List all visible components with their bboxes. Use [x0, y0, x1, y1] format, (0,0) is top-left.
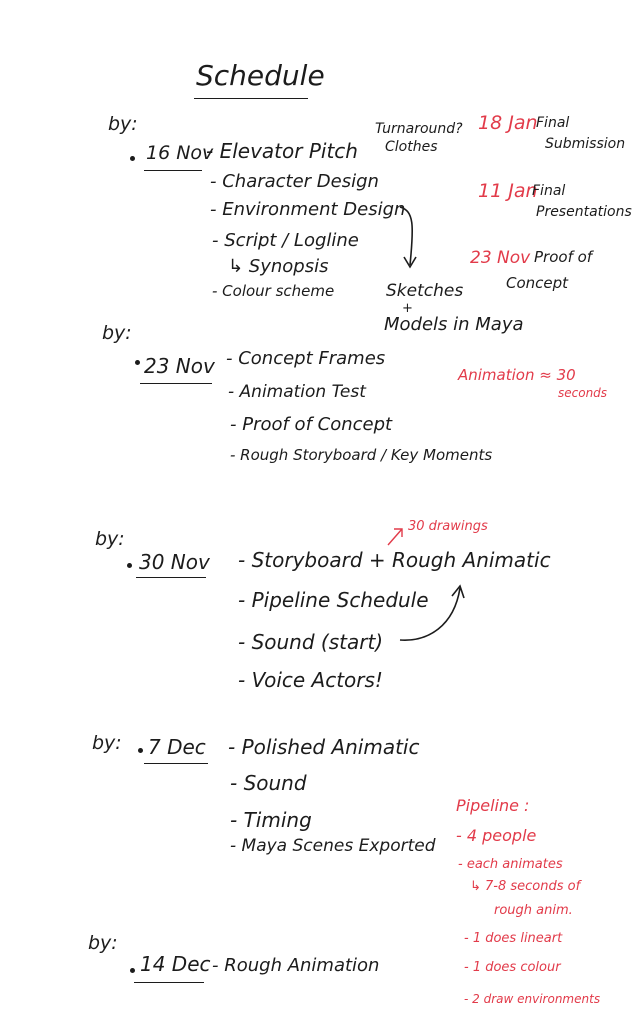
deadline-date: 30 Nov: [139, 550, 210, 574]
bullet: [138, 748, 143, 753]
task-item: - Sound (start): [238, 630, 384, 654]
proof-deadline-date: 23 Nov: [470, 248, 531, 268]
deadline-date: 14 Dec: [140, 952, 211, 976]
pipeline-item: - 1 does lineart: [464, 931, 563, 946]
plus-note: +: [402, 301, 413, 316]
task-item: - Character Design: [210, 171, 379, 192]
deadline-date: 7 Dec: [148, 735, 206, 759]
task-item: - Maya Scenes Exported: [230, 836, 436, 856]
task-item: - Polished Animatic: [228, 735, 420, 759]
task-item: - Proof of Concept: [230, 414, 393, 435]
clothes-note: Clothes: [385, 139, 438, 155]
task-item: - Concept Frames: [226, 348, 386, 369]
pipeline-item: - 2 draw environments: [464, 992, 601, 1006]
by-label: by:: [88, 932, 118, 954]
sketches-note: Sketches: [386, 281, 464, 301]
task-item: - Sound: [230, 771, 307, 795]
animation-note-line1: Animation ≈ 30: [458, 366, 576, 384]
task-item: ↳ Synopsis: [228, 256, 329, 277]
task-item: - Timing: [230, 808, 312, 832]
date-underline: [144, 763, 208, 764]
pipeline-item: - 1 does colour: [464, 960, 561, 975]
date-underline: [134, 982, 204, 983]
deadline-date: 16 Nov: [146, 142, 214, 164]
final-deadline-label2: Submission: [545, 136, 626, 152]
date-underline: [136, 577, 206, 578]
bullet: [135, 360, 140, 365]
up-arrow-icon: [386, 525, 408, 547]
task-item: - Script / Logline: [212, 230, 359, 251]
task-item: - Pipeline Schedule: [238, 588, 429, 612]
task-item: - Voice Actors!: [238, 668, 383, 692]
page-title: Schedule: [196, 59, 325, 92]
animation-note-line2: seconds: [558, 386, 608, 400]
final-deadline-date: 18 Jan: [478, 112, 538, 134]
by-label: by:: [95, 528, 125, 550]
task-item: - Animation Test: [228, 382, 366, 402]
by-label: by:: [108, 113, 138, 135]
task-item: - Environment Design: [210, 199, 406, 220]
task-item: - Rough Storyboard / Key Moments: [230, 446, 493, 464]
drawings-note: 30 drawings: [408, 519, 488, 534]
down-arrow-icon: [396, 205, 426, 275]
by-label: by:: [102, 322, 132, 344]
models-note: Models in Maya: [384, 314, 524, 335]
pipeline-item: - 4 people: [456, 826, 537, 845]
presentation-deadline-date: 11 Jan: [478, 180, 538, 202]
by-label: by:: [92, 732, 122, 754]
presentation-deadline-label2: Presentations: [536, 204, 632, 220]
task-item: - Storyboard + Rough Animatic: [238, 548, 551, 572]
pipeline-item: ↳ 7-8 seconds of: [470, 879, 581, 894]
date-underline: [144, 170, 202, 171]
pipeline-title: Pipeline :: [456, 796, 530, 815]
bullet: [130, 968, 135, 973]
task-item: - Colour scheme: [212, 282, 335, 300]
turnaround-note: Turnaround?: [375, 121, 463, 137]
pipeline-item: rough anim.: [494, 903, 573, 918]
title-underline: [194, 98, 308, 99]
task-item: - Elevator Pitch: [206, 139, 358, 163]
bullet: [130, 156, 135, 161]
curved-arrow-icon: [398, 580, 468, 646]
task-item: - Rough Animation: [212, 955, 380, 976]
final-deadline-label: Final: [536, 115, 570, 131]
deadline-date: 23 Nov: [144, 354, 215, 378]
presentation-deadline-label: Final: [532, 183, 566, 199]
proof-deadline-label: Proof of: [534, 248, 593, 266]
pipeline-item: - each animates: [458, 857, 563, 872]
date-underline: [140, 383, 212, 384]
proof-deadline-label2: Concept: [506, 274, 569, 292]
bullet: [127, 563, 132, 568]
